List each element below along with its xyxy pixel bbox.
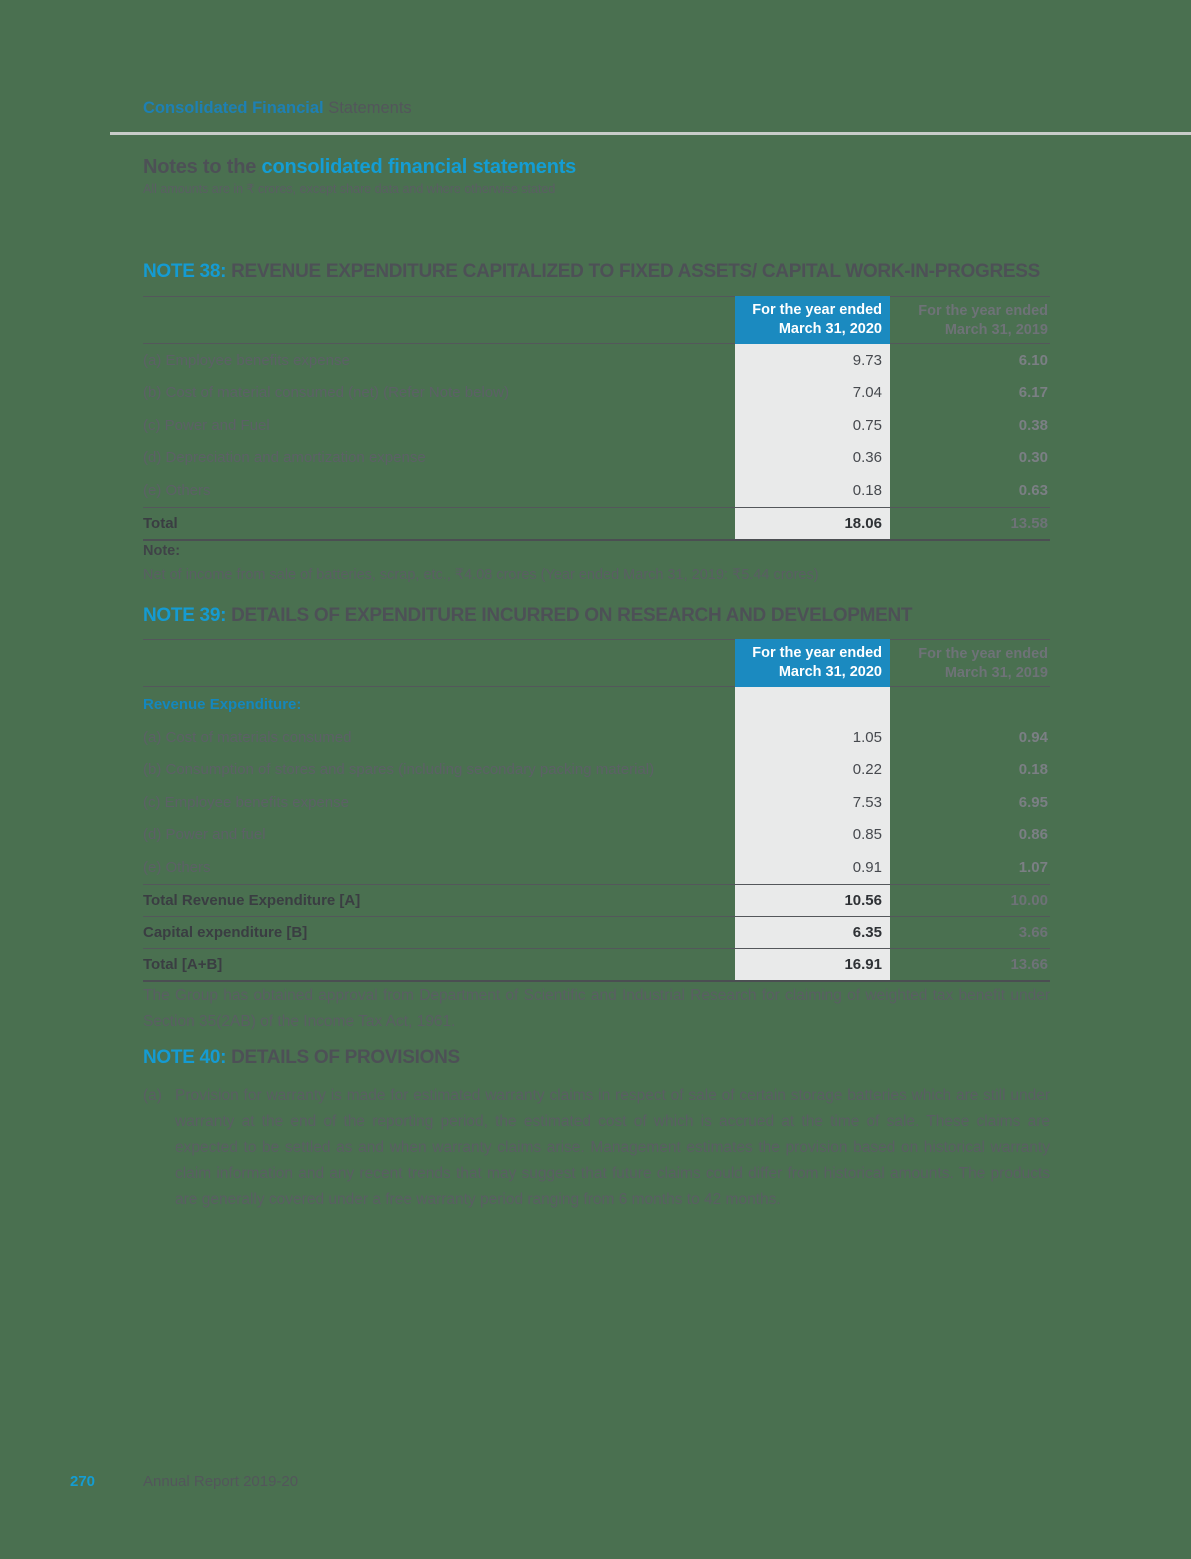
total-value-2019: 13.66	[890, 948, 1050, 980]
note39-paragraph: The Group has obtained approval from Department of Scientific and Industrial Research for claiming of weighted tax benefit under Section 35(2AB) of the Income Tax Act, 1961.	[143, 987, 1050, 1030]
footer-report-name: Annual Report 2019-20	[143, 1473, 299, 1490]
table-total-row	[143, 916, 1050, 948]
table-total-row	[143, 507, 1050, 539]
table-row	[143, 851, 1050, 884]
header-spacer	[143, 296, 735, 344]
row-label: (b) Cost of material consumed (net) (Refer Note below)	[143, 384, 509, 402]
total-value-2020: 18.06	[735, 507, 890, 539]
note39-heading-text: DETAILS OF EXPENDITURE INCURRED ON RESEARCH AND DEVELOPMENT	[226, 605, 913, 626]
row-value-2020: 0.18	[735, 474, 890, 507]
page-title-blue: consolidated financial statements	[261, 156, 577, 178]
row-label: (c) Power and Fuel	[143, 416, 270, 434]
note40-heading	[143, 1047, 460, 1069]
row-value-2019: 6.95	[1018, 793, 1048, 811]
total-label: Total	[143, 507, 735, 539]
table-row	[143, 786, 1050, 819]
total-value-2019: 10.00	[890, 884, 1050, 916]
table-row	[143, 474, 1050, 507]
note38-table	[143, 296, 1050, 541]
column-header-2020	[735, 639, 890, 687]
row-label: (e) Others	[143, 481, 211, 499]
row-value-2019: 1.07	[1018, 858, 1048, 876]
total-value-2019: 3.66	[890, 916, 1050, 948]
table-row	[143, 344, 1050, 377]
note38-heading	[143, 261, 1040, 283]
row-value-2020: 1.05	[735, 721, 890, 754]
page-title-gray: Notes to the	[143, 156, 262, 178]
table-row	[143, 754, 1050, 787]
column-header-2020-line1: For the year ended	[752, 645, 882, 661]
row-label: (d) Depreciation and amortization expense	[143, 449, 426, 467]
total-label: Capital expenditure [B]	[143, 916, 735, 948]
column-header-2019	[890, 639, 1050, 687]
page-subtitle: All amounts are in ₹ crores, except share data and where otherwise stated	[143, 182, 556, 196]
section-label: Revenue Expenditure:	[143, 695, 302, 713]
column-header-2020-line2: March 31, 2020	[778, 664, 882, 680]
column-header-2020-line2: March 31, 2020	[778, 321, 882, 337]
note40-heading-text: DETAILS OF PROVISIONS	[226, 1047, 460, 1068]
list-item-text: Provision for warranty is made for estimated warranty claims in respect of sale of certain storage batteries which are still under warranty at the end of the reporting period, the estimated cost of which is accrued at the time of sale. These claims are expected to be settled as and when warranty claims arise. Management estimates the provision based on historical warranty claim information and any recent trends that may suggest that future claims could differ from historical amounts. The products are generally covered under a free warranty period ranging from 6 months to 42 months.	[175, 1087, 1050, 1208]
row-value-2019: 0.94	[1018, 728, 1048, 746]
table-total-row	[143, 948, 1050, 980]
note39-table	[143, 639, 1050, 982]
note39-heading	[143, 605, 912, 627]
running-header	[143, 99, 412, 118]
column-header-2019	[890, 296, 1050, 344]
section-empty-2020	[735, 687, 890, 721]
row-label: (a) Cost of materials consumed	[143, 728, 352, 746]
row-value-2019: 0.18	[1018, 761, 1048, 779]
row-label: (b) Consumption of stores and spares (including secondary packing material)	[143, 761, 655, 779]
column-header-2019-line1: For the year ended	[918, 303, 1048, 319]
row-label: (e) Others	[143, 858, 211, 876]
note39-heading-number: NOTE 39:	[143, 605, 227, 626]
row-value-2019: 0.63	[1018, 481, 1048, 499]
row-value-2019: 0.30	[1018, 449, 1048, 467]
total-value-2020: 10.56	[735, 884, 890, 916]
total-value-2020: 16.91	[735, 948, 890, 980]
row-label: (c) Employee benefits expense	[143, 793, 349, 811]
table-total-row	[143, 884, 1050, 916]
page-title	[143, 156, 576, 179]
column-header-2019-line2: March 31, 2019	[944, 665, 1048, 681]
row-value-2020: 0.36	[735, 442, 890, 475]
table-section-row	[143, 687, 1050, 721]
column-header-2020	[735, 296, 890, 344]
row-value-2020: 7.04	[735, 377, 890, 410]
row-label: (d) Power and fuel	[143, 826, 266, 844]
row-value-2019: 6.17	[1018, 384, 1048, 402]
total-label: Total [A+B]	[143, 948, 735, 980]
column-header-2019-line2: March 31, 2019	[944, 322, 1048, 338]
table-row	[143, 721, 1050, 754]
row-value-2019: 6.10	[1018, 351, 1048, 369]
header-spacer	[143, 639, 735, 687]
row-value-2020: 0.91	[735, 851, 890, 884]
note38-table-header	[143, 296, 1050, 344]
table-row	[143, 409, 1050, 442]
header-divider	[110, 132, 1191, 135]
note40-heading-number: NOTE 40:	[143, 1047, 227, 1068]
page-number: 270	[70, 1473, 96, 1490]
column-header-2019-line1: For the year ended	[918, 646, 1048, 662]
row-value-2020: 0.75	[735, 409, 890, 442]
note38-footnote-text: Net of income from sale of batteries, scrap, etc., ₹4.08 crores (Year ended March 31, 2019: ₹5.44 crores)	[143, 567, 819, 583]
total-value-2019: 13.58	[890, 507, 1050, 539]
row-value-2020: 0.22	[735, 754, 890, 787]
total-value-2020: 6.35	[735, 916, 890, 948]
row-value-2020: 0.85	[735, 819, 890, 852]
note38-heading-number: NOTE 38:	[143, 261, 227, 282]
running-header-blue: Consolidated Financial	[143, 99, 324, 117]
row-value-2020: 9.73	[735, 344, 890, 377]
row-value-2019: 0.86	[1018, 826, 1048, 844]
row-label: (a) Employee benefits expense	[143, 351, 350, 369]
section-empty-2019	[890, 687, 1050, 721]
note39-table-header	[143, 639, 1050, 687]
table-row	[143, 377, 1050, 410]
row-value-2019: 0.38	[1018, 416, 1048, 434]
row-value-2020: 7.53	[735, 786, 890, 819]
table-row	[143, 819, 1050, 852]
total-label: Total Revenue Expenditure [A]	[143, 884, 735, 916]
table-row	[143, 442, 1050, 475]
note38-heading-text: REVENUE EXPENDITURE CAPITALIZED TO FIXED ASSETS/ CAPITAL WORK-IN-PROGRESS	[226, 261, 1041, 282]
note40-item-a	[143, 1083, 1050, 1213]
list-item-marker: (a)	[143, 1087, 162, 1104]
note38-footnote-label: Note:	[143, 543, 181, 559]
running-header-gray: Statements	[323, 99, 412, 117]
column-header-2020-line1: For the year ended	[752, 302, 882, 318]
